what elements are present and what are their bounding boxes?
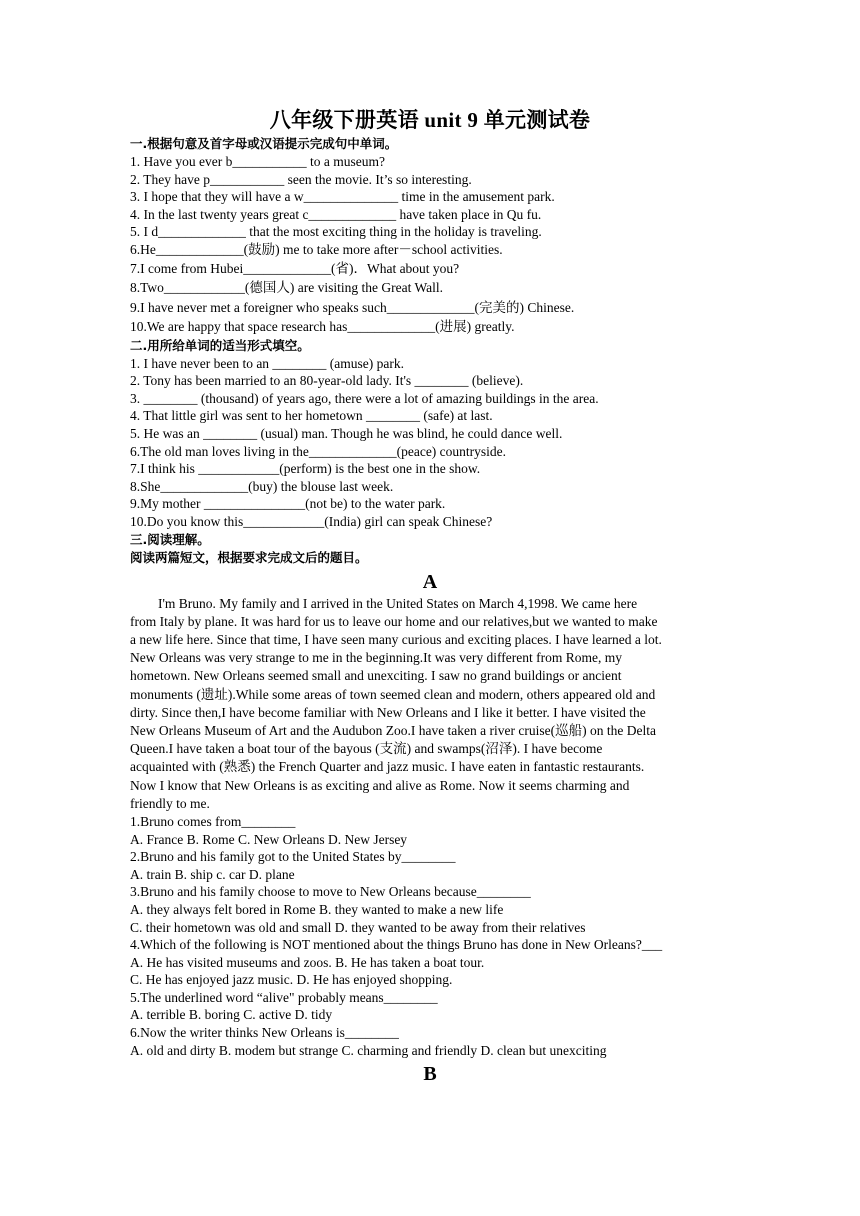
section-2-heading: 二.用所给单词的适当形式填空。 xyxy=(130,337,310,353)
option-line: A. He has visited museums and zoos. B. He has taken a boat tour. xyxy=(130,954,485,970)
section-3-instruction: 阅读两篇短文，根据要求完成文后的题目。 xyxy=(130,549,368,565)
passage-line: friendly to me. xyxy=(130,795,210,811)
question-line: 8.Two____________(德国人) are visiting the Great Wall. xyxy=(130,280,444,296)
question-line: 4. That little girl was sent to her hometown ________ (safe) at last. xyxy=(130,408,493,424)
passage-line: from Italy by plane. It was hard for us to leave our home and our relatives,but we wanted to make xyxy=(130,613,658,629)
question-line: 9.I have never met a foreigner who speaks such_____________(完美的) Chinese. xyxy=(130,299,575,315)
question-line: 1. Have you ever b___________ to a museum? xyxy=(130,154,385,169)
option-line: A. France B. Rome C. New Orleans D. New Jersey xyxy=(130,831,408,847)
passage-line: a new life here. Since that time, I have seen many curious and exciting places. I have learned a lot. xyxy=(130,631,662,647)
section-1-heading: 一.根据句意及首字母或汉语提示完成句中单词。 xyxy=(130,136,398,151)
option-line: A. train B. ship c. car D. plane xyxy=(130,866,295,882)
passage-line: New Orleans Museum of Art and the Audubon Zoo.I have taken a river cruise(巡船) on the Delta xyxy=(130,722,656,738)
question-line: 9.My mother _______________(not be) to the water park. xyxy=(130,496,446,512)
section-2-items xyxy=(130,355,730,531)
option-line: C. He has enjoyed jazz music. D. He has enjoyed shopping. xyxy=(130,972,453,988)
passage-line: I'm Bruno. My family and I arrived in the United States on March 4,1998. We came here xyxy=(158,595,638,611)
question-line: 8.She_____________(buy) the blouse last week. xyxy=(130,478,394,494)
passage-b-label: B xyxy=(423,1063,437,1086)
question-line: 10.Do you know this____________(India) girl can speak Chinese? xyxy=(130,513,493,529)
question-line: 7.I think his ____________(perform) is the best one in the show. xyxy=(130,461,481,477)
question-line: 3.Bruno and his family choose to move to New Orleans because________ xyxy=(130,884,531,900)
section-3-heading: 三.阅读理解。 xyxy=(130,531,210,547)
passage-a-label: A xyxy=(422,570,438,593)
passage-a xyxy=(130,595,730,813)
option-line: A. old and dirty B. modem but strange C. charming and friendly D. clean but unexciting xyxy=(130,1042,607,1058)
question-line: 5. He was an ________ (usual) man. Though he was blind, he could dance well. xyxy=(130,425,563,441)
passage-line: Queen.I have taken a boat tour of the bayous (支流) and swamps(沼泽). I have become xyxy=(130,741,603,757)
question-line: 5. I d_____________ that the most exciting thing in the holiday is traveling. xyxy=(130,224,542,240)
question-line: 6.He_____________(鼓励) me to take more after－school activities. xyxy=(130,241,503,257)
question-line: 5.The underlined word “alive" probably means________ xyxy=(130,989,438,1005)
question-line: 6.Now the writer thinks New Orleans is________ xyxy=(130,1025,399,1041)
option-line: A. they always felt bored in Rome B. they wanted to make a new life xyxy=(130,901,504,917)
question-line: 10.We are happy that space research has_____________(进展) greatly. xyxy=(130,319,515,335)
passage-line: hometown. New Orleans seemed small and unexciting. I saw no grand buildings or ancient xyxy=(130,668,622,684)
passage-line: New Orleans was very strange to me in the beginning.It was very different from Rome, my xyxy=(130,650,622,666)
question-line: 3. ________ (thousand) of years ago, there were a lot of amazing buildings in the area. xyxy=(130,390,599,406)
option-line: A. terrible B. boring C. active D. tidy xyxy=(130,1007,333,1023)
option-line: C. their hometown was old and small D. they wanted to be away from their relatives xyxy=(130,919,586,935)
passage-line: acquainted with (熟悉) the French Quarter and jazz music. I have eaten in fantastic restaurants. xyxy=(130,759,645,775)
passage-line: dirty. Since then,I have become familiar with New Orleans and I like it better. I have visited the xyxy=(130,704,646,720)
question-line: 4. In the last twenty years great c_____________ have taken place in Qu fu. xyxy=(130,206,542,222)
exam-content xyxy=(130,135,730,1087)
question-line: 3. I hope that they will have a w______________ time in the amusement park. xyxy=(130,189,555,205)
question-line: 7.I come from Hubei_____________(省)．What about you? xyxy=(130,260,460,276)
question-line: 6.The old man loves living in the_____________(peace) countryside. xyxy=(130,443,507,459)
question-line: 1.Bruno comes from________ xyxy=(130,813,296,829)
question-line: 2.Bruno and his family got to the United States by________ xyxy=(130,849,456,865)
question-line: 2. They have p___________ seen the movie. It’s so interesting. xyxy=(130,171,472,187)
passage-a-questions xyxy=(130,813,730,1059)
passage-line: Now I know that New Orleans is as exciting and alive as Rome. Now it seems charming and xyxy=(130,777,630,793)
question-line: 1. I have never been to an ________ (amuse) park. xyxy=(130,355,405,371)
page-title: 八年级下册英语 unit 9 单元测试卷 xyxy=(269,108,591,132)
question-line: 4.Which of the following is NOT mentioned about the things Bruno has done in New Orleans?___ xyxy=(130,937,663,953)
question-line: 2. Tony has been married to an 80‑year‑old lady. It's ________ (believe). xyxy=(130,373,524,389)
passage-line: monuments (遗址).While some areas of town seemed clean and modern, others appeared old and xyxy=(130,686,656,702)
section-1-items xyxy=(130,153,730,337)
